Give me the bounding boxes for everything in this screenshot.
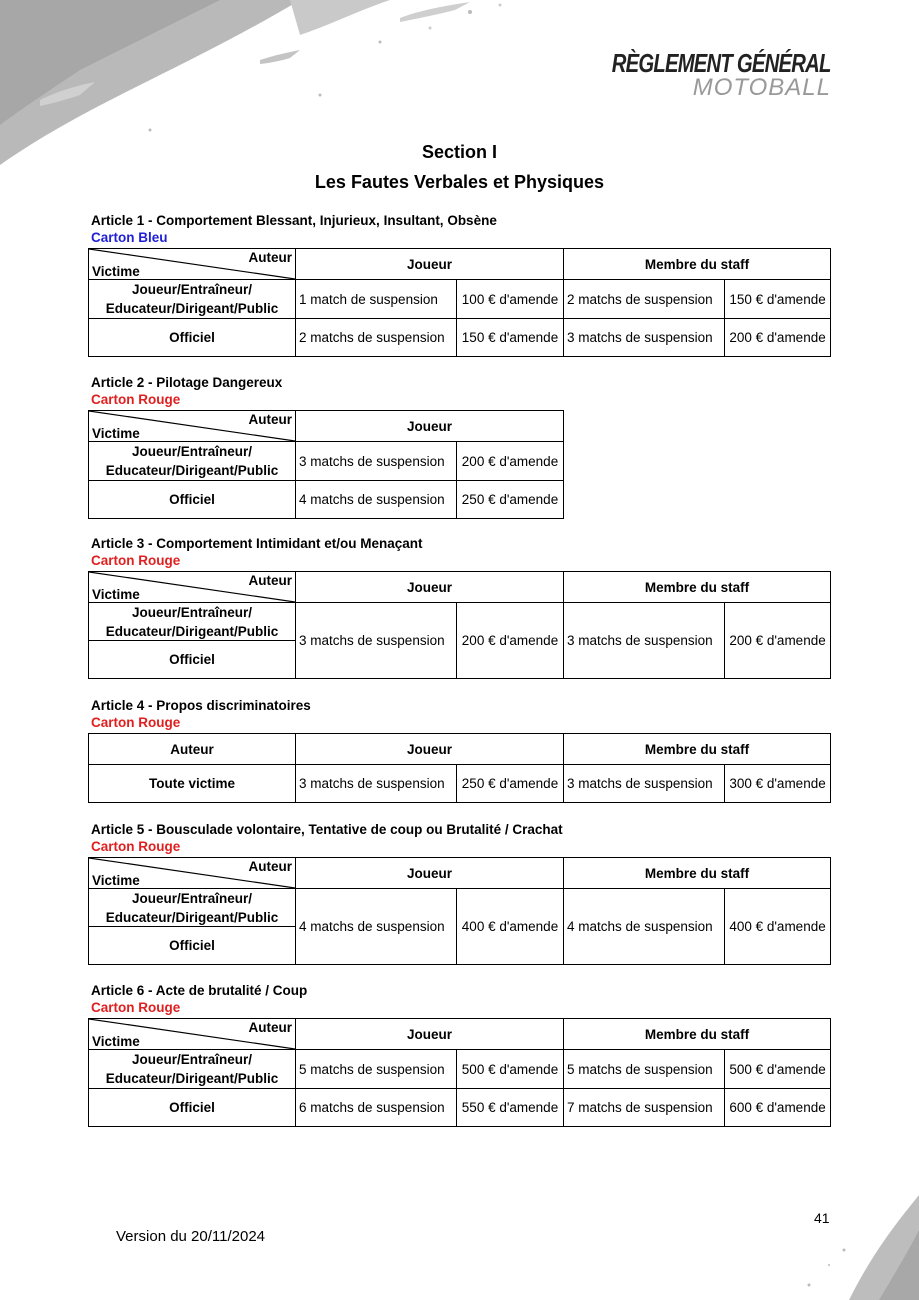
- joueur-suspension: 1 match de suspension: [296, 280, 457, 319]
- auteur-label: Auteur: [248, 412, 292, 427]
- joueur-suspension: 4 matchs de suspension: [296, 481, 457, 519]
- joueur-fine: 100 € d'amende: [457, 280, 564, 319]
- sanctions-table: [88, 410, 564, 519]
- article-title: Article 2 - Pilotage Dangereux: [91, 375, 283, 390]
- sanctions-table: [88, 857, 831, 965]
- joueur-fine: 250 € d'amende: [457, 765, 564, 803]
- header-diagonal-cell: [89, 249, 296, 280]
- article-3: [88, 535, 832, 679]
- staff-fine: 200 € d'amende: [725, 603, 831, 679]
- joueur-suspension: 3 matchs de suspension: [296, 603, 457, 679]
- staff-fine: 150 € d'amende: [725, 280, 831, 319]
- row-label-joueur: Joueur/Entraîneur/ Educateur/Dirigeant/Public: [89, 603, 295, 641]
- version-date: Version du 20/11/2024: [116, 1228, 266, 1245]
- row-label-officiel: Officiel: [169, 938, 215, 953]
- article-title: Article 6 - Acte de brutalité / Coup: [91, 983, 308, 998]
- victime-label: Victime: [92, 873, 140, 888]
- row-label-officiel: Officiel: [169, 652, 215, 667]
- section-subtitle: Les Fautes Verbales et Physiques: [314, 172, 605, 192]
- row-label-merged: [89, 889, 296, 965]
- staff-suspension: 3 matchs de suspension: [564, 603, 725, 679]
- joueur-header: Joueur: [296, 249, 564, 280]
- staff-fine: 400 € d'amende: [725, 889, 831, 965]
- header-diagonal-cell: [89, 411, 296, 442]
- staff-suspension: 4 matchs de suspension: [564, 889, 725, 965]
- article-title: Article 1 - Comportement Blessant, Injurieux, Insultant, Obsène: [91, 213, 497, 228]
- victime-label: Victime: [92, 264, 140, 279]
- article-1: [88, 212, 832, 357]
- joueur-header: Joueur: [296, 411, 564, 442]
- sanctions-table: [88, 571, 831, 679]
- joueur-suspension: 3 matchs de suspension: [296, 765, 457, 803]
- joueur-header: Joueur: [296, 734, 564, 765]
- staff-header: Membre du staff: [564, 572, 831, 603]
- staff-suspension: 7 matchs de suspension: [564, 1089, 725, 1127]
- joueur-fine: 400 € d'amende: [457, 889, 564, 965]
- brand-logo: [550, 50, 831, 100]
- sanctions-table: [88, 1018, 831, 1127]
- auteur-label: Auteur: [248, 250, 292, 265]
- victime-label: Victime: [92, 587, 140, 602]
- header-diagonal-cell: [89, 572, 296, 603]
- row-label-joueur: Joueur/Entraîneur/ Educateur/Dirigeant/Public: [89, 889, 295, 927]
- brand-line-1: RÈGLEMENT GÉNÉRAL: [612, 48, 831, 78]
- article-4: [88, 697, 832, 803]
- staff-header: Membre du staff: [564, 734, 831, 765]
- joueur-suspension: 4 matchs de suspension: [296, 889, 457, 965]
- article-5: [88, 821, 832, 965]
- article-2: [88, 374, 832, 519]
- staff-fine: 500 € d'amende: [725, 1050, 831, 1089]
- joueur-suspension: 3 matchs de suspension: [296, 442, 457, 481]
- victime-label: Victime: [92, 426, 140, 441]
- joueur-header: Joueur: [296, 1019, 564, 1050]
- staff-header: Membre du staff: [564, 1019, 831, 1050]
- auteur-label: Auteur: [248, 1020, 292, 1035]
- sanctions-table: [88, 248, 831, 357]
- joueur-fine: 250 € d'amende: [457, 481, 564, 519]
- card-label: Carton Rouge: [91, 839, 181, 854]
- decorative-brush-bottom-right: [749, 1190, 919, 1300]
- staff-fine: 600 € d'amende: [725, 1089, 831, 1127]
- joueur-fine: 150 € d'amende: [457, 319, 564, 357]
- row-label-officiel: Officiel: [89, 481, 296, 519]
- card-label: Carton Bleu: [91, 230, 168, 245]
- card-label: Carton Rouge: [91, 392, 181, 407]
- staff-suspension: 3 matchs de suspension: [564, 319, 725, 357]
- staff-header: Membre du staff: [564, 249, 831, 280]
- article-title: Article 3 - Comportement Intimidant et/ou Menaçant: [91, 536, 423, 551]
- card-label: Carton Rouge: [91, 553, 181, 568]
- header-diagonal-cell: [89, 1019, 296, 1050]
- joueur-fine: 500 € d'amende: [457, 1050, 564, 1089]
- joueur-fine: 200 € d'amende: [457, 603, 564, 679]
- card-label: Carton Rouge: [91, 1000, 181, 1015]
- section-title: Section I: [421, 142, 497, 162]
- row-label-joueur: Joueur/Entraîneur/ Educateur/Dirigeant/Public: [89, 442, 296, 481]
- row-label-officiel: Officiel: [89, 319, 296, 357]
- auteur-header: Auteur: [89, 734, 296, 765]
- staff-fine: 200 € d'amende: [725, 319, 831, 357]
- row-label-joueur: Joueur/Entraîneur/ Educateur/Dirigeant/Public: [89, 280, 296, 319]
- row-label-merged: [89, 603, 296, 679]
- auteur-label: Auteur: [248, 859, 292, 874]
- row-label-joueur: Joueur/Entraîneur/ Educateur/Dirigeant/Public: [89, 1050, 296, 1089]
- card-label: Carton Rouge: [91, 715, 181, 730]
- joueur-suspension: 6 matchs de suspension: [296, 1089, 457, 1127]
- article-title: Article 5 - Bousculade volontaire, Tentative de coup ou Brutalité / Crachat: [91, 822, 563, 837]
- victime-label: Victime: [92, 1034, 140, 1049]
- joueur-header: Joueur: [296, 858, 564, 889]
- joueur-fine: 550 € d'amende: [457, 1089, 564, 1127]
- row-label-toute-victime: Toute victime: [89, 765, 296, 803]
- staff-suspension: 2 matchs de suspension: [564, 280, 725, 319]
- article-title: Article 4 - Propos discriminatoires: [91, 698, 311, 713]
- header-diagonal-cell: [89, 858, 296, 889]
- staff-suspension: 3 matchs de suspension: [564, 765, 725, 803]
- staff-header: Membre du staff: [564, 858, 831, 889]
- staff-fine: 300 € d'amende: [725, 765, 831, 803]
- joueur-header: Joueur: [296, 572, 564, 603]
- joueur-suspension: 2 matchs de suspension: [296, 319, 457, 357]
- brand-line-2: MOTOBALL: [692, 74, 831, 101]
- article-6: [88, 982, 832, 1127]
- page-number: 41: [814, 1210, 830, 1226]
- staff-suspension: 5 matchs de suspension: [564, 1050, 725, 1089]
- row-label-officiel: Officiel: [89, 1089, 296, 1127]
- joueur-suspension: 5 matchs de suspension: [296, 1050, 457, 1089]
- joueur-fine: 200 € d'amende: [457, 442, 564, 481]
- auteur-label: Auteur: [248, 573, 292, 588]
- sanctions-table: [88, 733, 831, 803]
